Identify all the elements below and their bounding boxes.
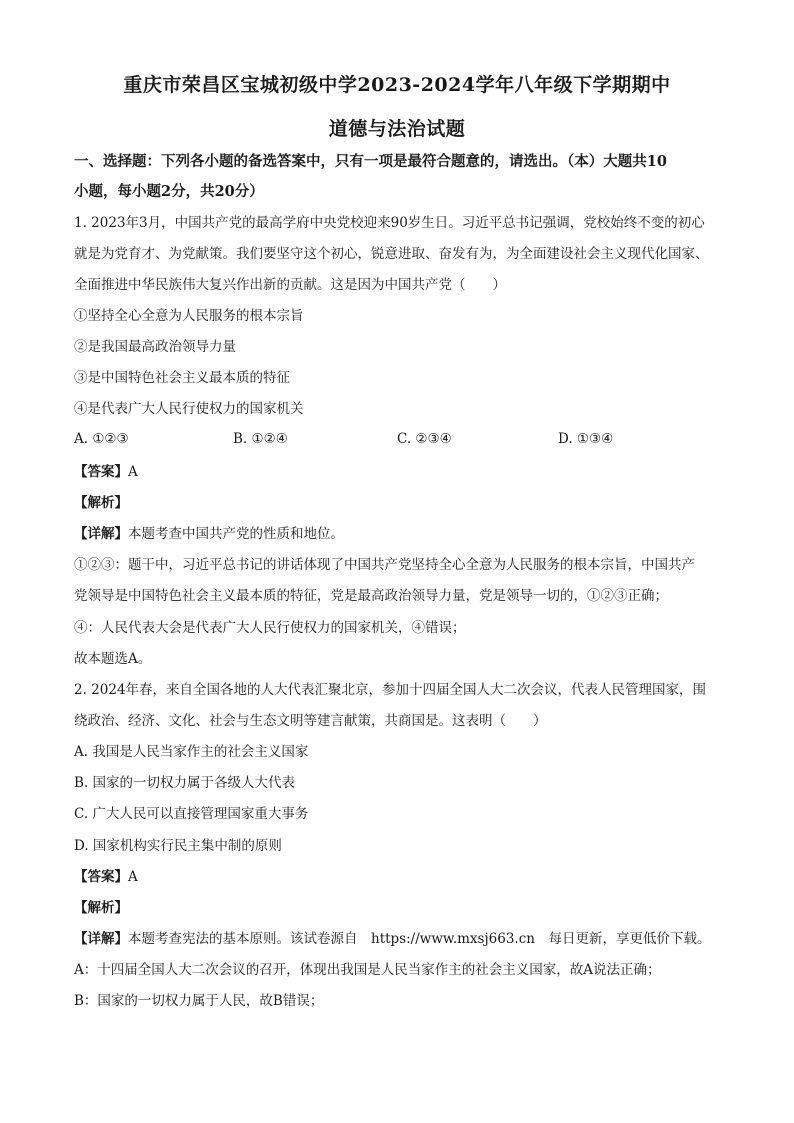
q1-stem-line: 全面推进中华民族伟大复兴作出新的贡献。这是因为中国共产党（ ） [74,277,506,293]
q1-answer [74,463,734,481]
q2-analysis [74,899,734,917]
q2-explain-line: A：十四届全国人大二次会议的召开，体现出我国是人民当家作主的社会主义国家，故A说法正确； [74,962,661,978]
q2-option-c: C. 广大人民可以直接管理国家重大事务 [74,806,309,822]
q1-item: ②是我国最高政治领导力量 [74,339,236,355]
q1-item: ①坚持全心全意为人民服务的根本宗旨 [74,308,304,324]
detail-tag: 【详解】 [74,931,128,947]
q1-detail [74,525,734,543]
q1-option-b: B. ①②④ [233,431,288,447]
detail-tag: 【详解】 [74,526,128,542]
q2-stem-line: 2. 2024年春，来自全国各地的人大代表汇聚北京，参加十四届全国人大二次会议，代表人民管理国家，围 [74,682,707,698]
q1-explain-line: ①②③：题干中，习近平总书记的讲话体现了中国共产党坚持全心全意为人民服务的根本宗旨，中国共产 [74,557,695,573]
q1-option-c: C. ②③④ [397,431,452,447]
q1-stem-line: 1. 2023年3月，中国共产党的最高学府中央党校迎来90岁生日。习近平总书记强调，党校始终不变的初心 [74,215,705,231]
q2-option-d: D. 国家机构实行民主集中制的原则 [74,838,282,854]
answer-tag: 【答案】 [74,869,128,885]
analysis-tag: 【解析】 [74,900,128,916]
q2-option-b: B. 国家的一切权力属于各级人大代表 [74,775,296,791]
q1-option-a: A. ①②③ [74,431,129,447]
q2-answer [74,868,734,886]
document-title: 重庆市荣昌区宝城初级中学2023-2024学年八年级下学期期中 [123,74,671,96]
q1-analysis [74,494,734,512]
q1-item: ④是代表广大人民行使权力的国家机关 [74,401,304,417]
detail-text: 本题考查宪法的基本原则。该试卷源自 https://www.mxsj663.cn 每日更新，享更低价下载。 [128,931,711,947]
analysis-tag: 【解析】 [74,495,128,511]
q2-option-a: A. 我国是人民当家作主的社会主义国家 [74,744,309,760]
q1-explain-line: 故本题选A。 [74,651,152,667]
section-heading-cont: 小题，每小题2分，共20分） [74,183,264,200]
q2-detail [74,930,734,948]
q1-stem-line: 就是为党育才、为党献策。我们要坚守这个初心，锐意进取、奋发有为，为全面建设社会主义现代化国家、 [74,246,709,262]
q1-item: ③是中国特色社会主义最本质的特征 [74,370,290,386]
q1-explain-line: ④：人民代表大会是代表广大人民行使权力的国家机关，④错误； [74,620,466,636]
q2-explain-line: B：国家的一切权力属于人民，故B错误； [74,993,324,1009]
q2-stem-line: 绕政治、经济、文化、社会与生态文明等建言献策，共商国是。这表明（ ） [74,713,547,729]
answer-value: A [128,464,138,480]
answer-value: A [128,869,138,885]
section-heading: 一、选择题：下列各小题的备选答案中，只有一项是最符合题意的，请选出。（本）大题共10 [74,153,667,170]
document-subtitle: 道德与法治试题 [328,118,466,140]
q1-option-d: D. ①③④ [558,431,614,447]
q1-explain-line: 党领导是中国特色社会主义最本质的特征，党是最高政治领导力量，党是领导一切的，①②③正确； [74,588,668,604]
answer-tag: 【答案】 [74,464,128,480]
detail-text: 本题考查中国共产党的性质和地位。 [128,526,344,542]
